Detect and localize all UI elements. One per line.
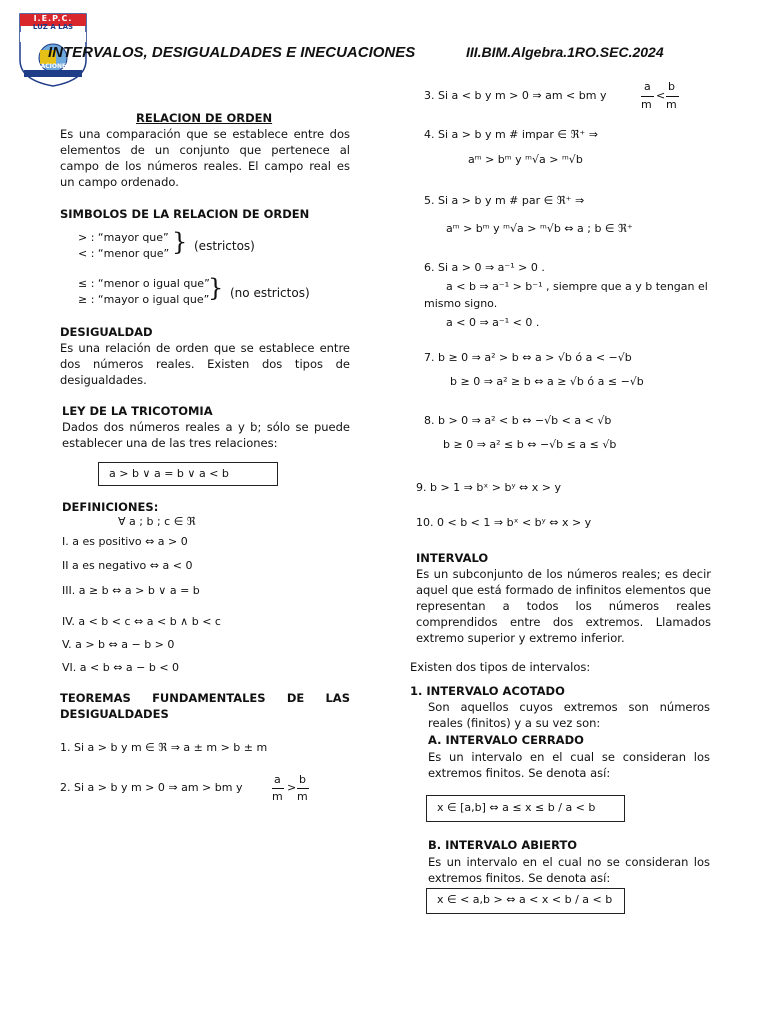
teorema-2-num-b: b — [299, 773, 306, 786]
tipos-intervalo: Existen dos tipos de intervalos: — [410, 660, 591, 674]
tricotomia-formula: a > b ∨ a = b ∨ a < b — [109, 467, 229, 480]
acotado-title: 1. INTERVALO ACOTADO — [410, 684, 565, 698]
logo-text-3: NACIONES — [35, 63, 71, 70]
teorema-2-num-a: a — [274, 773, 281, 786]
teoremas-title: TEOREMAS FUNDAMENTALES DE LAS DESIGUALDADES — [60, 691, 350, 721]
teorema-7-line2: b ≥ 0 ⇒ a² ≥ b ⇔ a ≥ √b ó a ≤ −√b — [450, 375, 644, 388]
relacion-text: Es una comparación que se establece entre dos elementos de un conjunto que pertenece al campo de los números reales. El campo real es un campo ordenado. — [60, 127, 350, 189]
teorema-6-line2: a < b ⇒ a⁻¹ > b⁻¹ , siempre que a y b tengan el — [446, 280, 708, 293]
def-6: VI. a < b ⇔ a − b < 0 — [62, 661, 180, 674]
teorema-3-num-a: a — [644, 80, 651, 93]
teorema-2-den-m: m — [272, 790, 283, 803]
intervalo-title: INTERVALO — [416, 551, 489, 565]
relacion-title: RELACION DE ORDEN — [136, 111, 273, 125]
teorema-3: 3. Si a < b y m > 0 ⇒ am < bm y — [424, 89, 607, 102]
def-2: II a es negativo ⇔ a < 0 — [62, 559, 193, 572]
logo-text: I.E.P.C. — [33, 14, 73, 23]
teorema-2: 2. Si a > b y m > 0 ⇒ am > bm y — [60, 781, 243, 794]
teorema-2-op: > — [287, 781, 297, 794]
intervalo-text: Es un subconjunto de los números reales; es decir aquel que está formado de infinitos elementos que representan a todos los números reales comprendidos entre dos extremos. Llamados extremo superior y extremo inferior. — [416, 567, 711, 645]
teorema-3-op: < — [656, 89, 666, 102]
symbol-mayor-igual: ≥ : “mayor o igual que” — [78, 293, 210, 306]
teorema-3-den-m: m — [641, 98, 652, 111]
abierto-text: Es un intervalo en el cual no se consideran los extremos finitos. Se denota así: — [428, 855, 710, 885]
def-1: I. a es positivo ⇔ a > 0 — [62, 535, 188, 548]
tricotomia-title: LEY DE LA TRICOTOMIA — [62, 404, 213, 418]
tricotomia-box — [98, 462, 278, 486]
simbolos-title: SIMBOLOS DE LA RELACION DE ORDEN — [60, 207, 310, 221]
logo-text-2: LUZ A LAS — [32, 23, 74, 31]
teorema-5-result: aᵐ > bᵐ y ᵐ√a > ᵐ√b ⇔ a ; b ∈ ℜ⁺ — [446, 222, 633, 235]
teorema-8-line2: b ≥ 0 ⇒ a² ≤ b ⇔ −√b ≤ a ≤ √b — [443, 438, 617, 451]
brace-icon: } — [208, 274, 224, 302]
teorema-3-num-b: b — [668, 80, 675, 93]
fraction-bar — [272, 788, 284, 789]
teorema-5: 5. Si a > b y m # par ∈ ℜ⁺ ⇒ — [424, 194, 585, 207]
cerrado-title: A. INTERVALO CERRADO — [428, 733, 584, 747]
page-title: INTERVALOS, DESIGUALDADES E INECUACIONES — [48, 44, 416, 61]
course-label: III.BIM.Algebra.1RO.SEC.2024 — [466, 44, 664, 60]
teorema-8: 8. b > 0 ⇒ a² < b ⇔ −√b < a < √b — [424, 414, 612, 427]
fraction-bar — [666, 96, 679, 97]
symbol-mayor: > : “mayor que” — [78, 231, 169, 244]
fraction-bar — [297, 788, 309, 789]
tricotomia-text: Dados dos números reales a y b; sólo se puede establecer una de las tres relaciones: — [62, 420, 350, 450]
def-forall: ∀ a ; b ; c ∈ ℜ — [118, 515, 196, 528]
def-5: V. a > b ⇔ a − b > 0 — [62, 638, 175, 651]
desigualdad-title: DESIGUALDAD — [60, 325, 153, 339]
teorema-2-den-m2: m — [297, 790, 308, 803]
teorema-6-line3: mismo signo. — [424, 297, 498, 310]
definiciones-title: DEFINICIONES: — [62, 500, 159, 514]
no-estrictos-label: (no estrictos) — [230, 286, 310, 300]
def-4: IV. a < b < c ⇔ a < b ∧ b < c — [62, 615, 221, 628]
teorema-6-line4: a < 0 ⇒ a⁻¹ < 0 . — [446, 316, 540, 329]
teorema-4-result: aᵐ > bᵐ y ᵐ√a > ᵐ√b — [468, 153, 583, 166]
symbol-menor: < : “menor que” — [78, 247, 170, 260]
abierto-title: B. INTERVALO ABIERTO — [428, 838, 578, 852]
abierto-box — [426, 888, 625, 914]
cerrado-box — [426, 795, 625, 822]
teorema-9: 9. b > 1 ⇒ bˣ > bʸ ⇔ x > y — [416, 481, 561, 494]
teorema-3-den-m2: m — [666, 98, 677, 111]
teorema-6: 6. Si a > 0 ⇒ a⁻¹ > 0 . — [424, 261, 545, 274]
cerrado-text: Es un intervalo en el cual se consideran los extremos finitos. Se denota así: — [428, 750, 710, 780]
teorema-1: 1. Si a > b y m ∈ ℜ ⇒ a ± m > b ± m — [60, 741, 268, 754]
estrictos-label: (estrictos) — [194, 239, 255, 253]
def-3: III. a ≥ b ⇔ a > b ∨ a = b — [62, 584, 200, 597]
cerrado-formula: x ∈ [a,b] ⇔ a ≤ x ≤ b / a < b — [437, 801, 596, 814]
brace-icon: } — [172, 228, 188, 256]
symbol-menor-igual: ≤ : “menor o igual que” — [78, 277, 210, 290]
acotado-text: Son aquellos cuyos extremos son números reales (finitos) y a su vez son: — [428, 700, 710, 730]
teorema-10: 10. 0 < b < 1 ⇒ bˣ < bʸ ⇔ x > y — [416, 516, 592, 529]
teorema-4: 4. Si a > b y m # impar ∈ ℜ⁺ ⇒ — [424, 128, 598, 141]
desigualdad-text: Es una relación de orden que se establece entre dos números reales. Existen dos tipos de desigualdades. — [60, 341, 350, 387]
fraction-bar — [641, 96, 654, 97]
abierto-formula: x ∈ < a,b > ⇔ a < x < b / a < b — [437, 893, 613, 906]
teorema-7: 7. b ≥ 0 ⇒ a² > b ⇔ a > √b ó a < −√b — [424, 351, 632, 364]
